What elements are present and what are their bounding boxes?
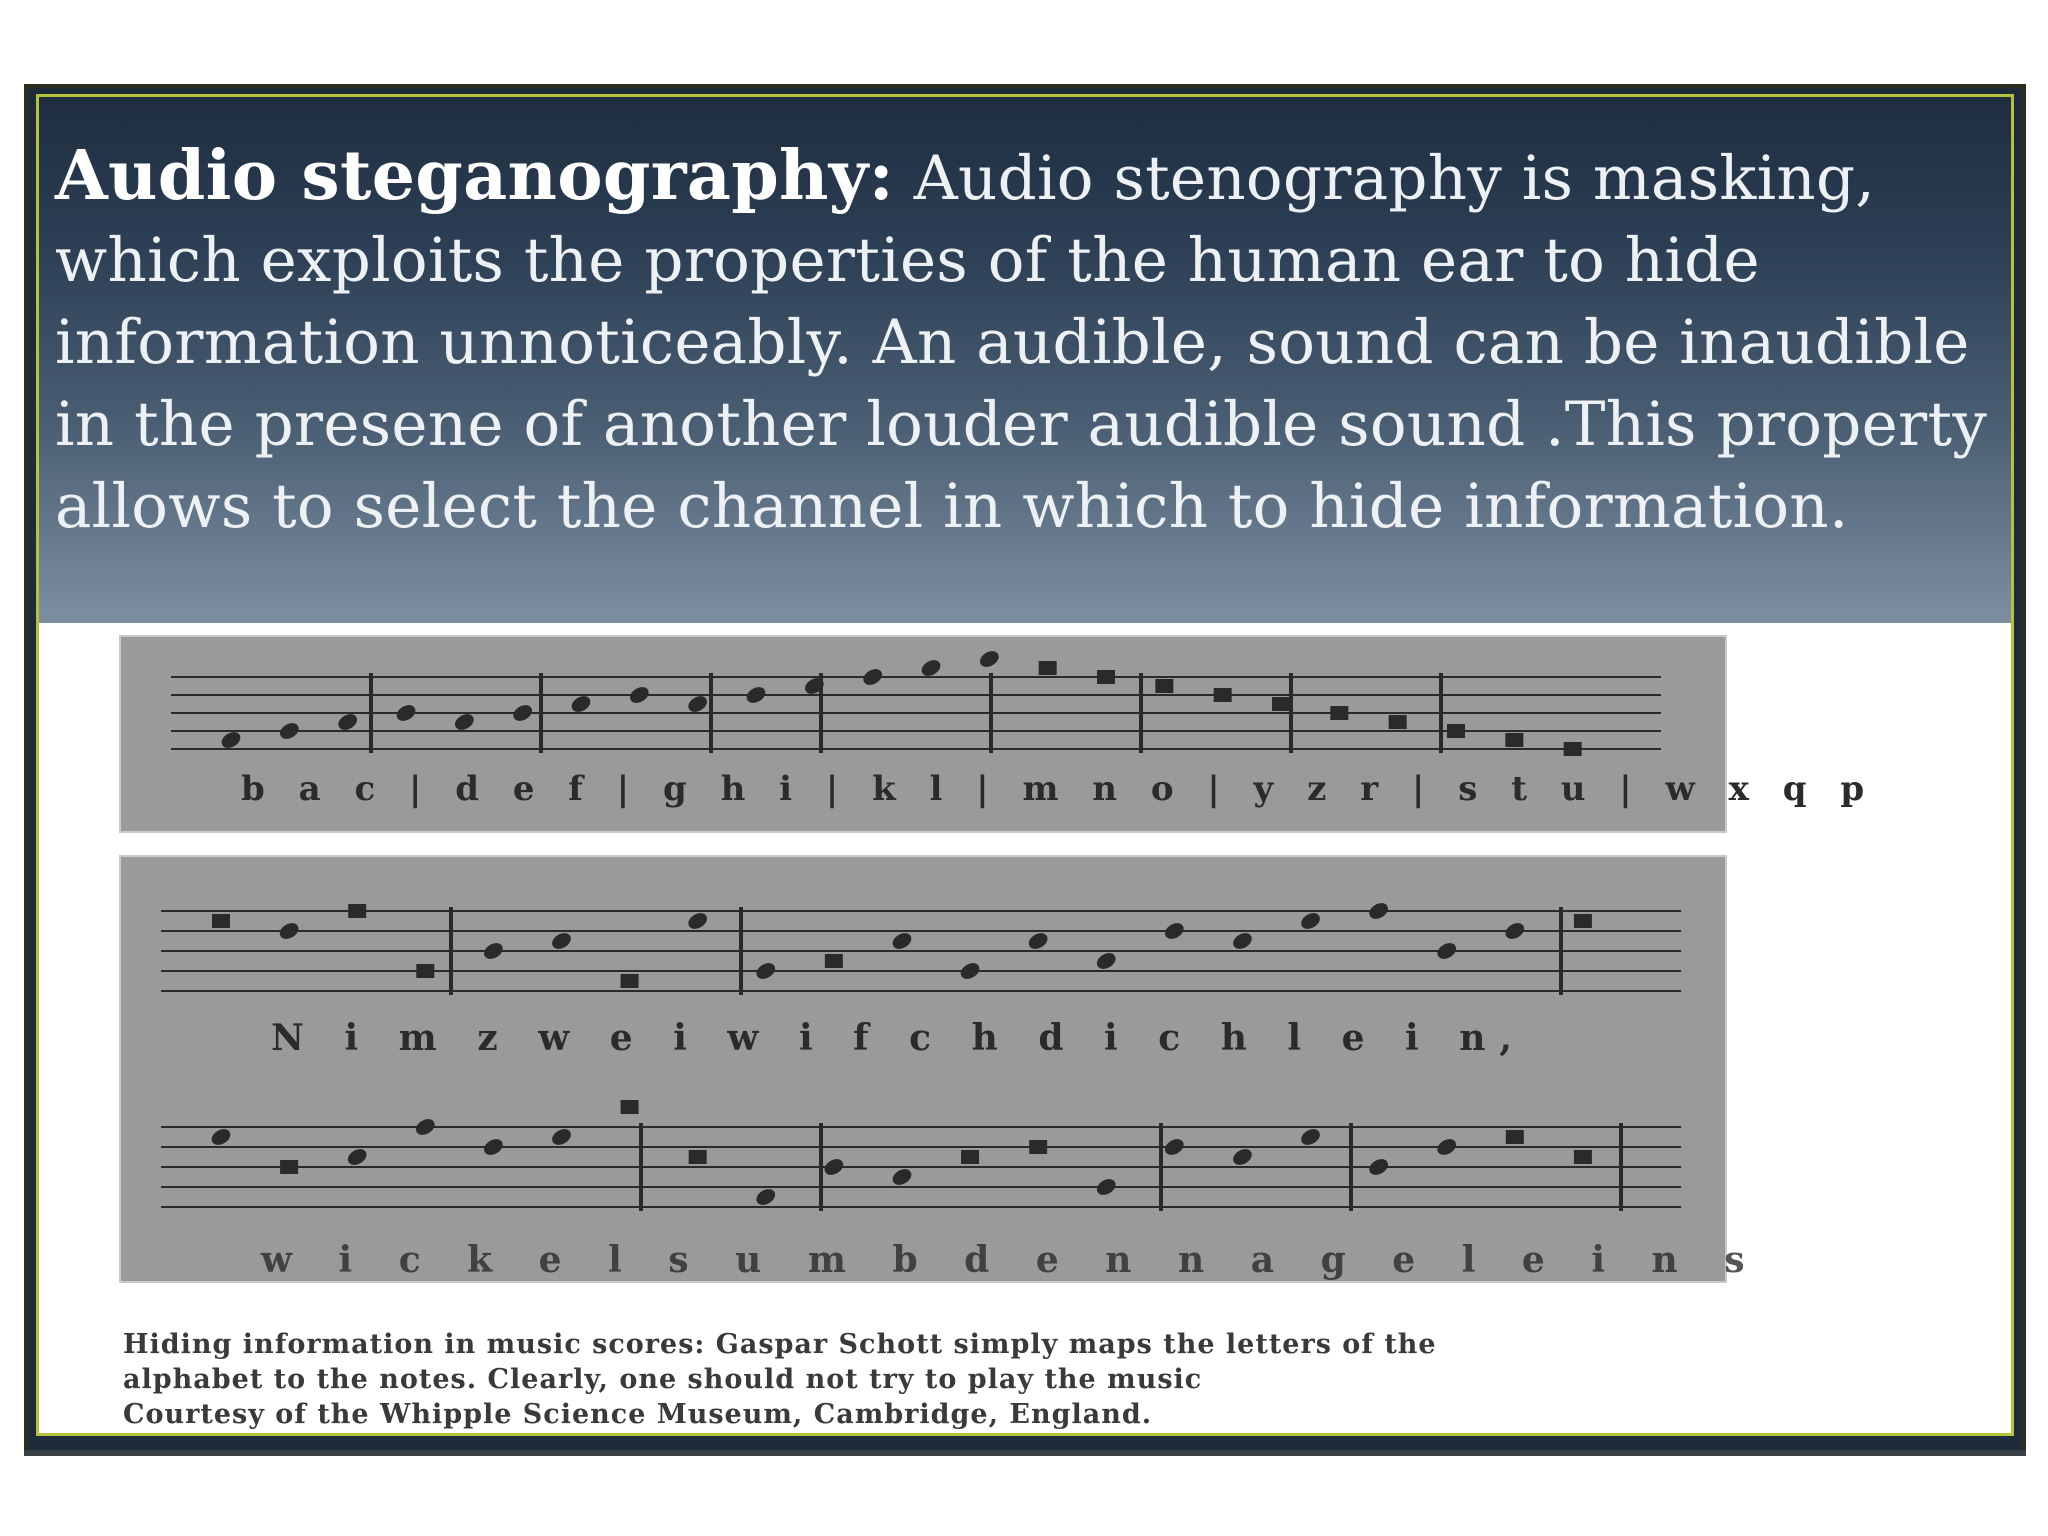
score-bottom-1-note [212, 914, 230, 928]
score-bottom-1-note [348, 904, 366, 918]
score-top-note [744, 684, 768, 706]
score-bottom-2-note [1298, 1126, 1322, 1148]
score-bottom-1-note [277, 920, 301, 942]
caption-line-3: Courtesy of the Whipple Science Museum, Cambridge, England. [123, 1399, 1153, 1430]
score-bottom-1-note [1503, 920, 1527, 942]
score-bottom-2-note [822, 1156, 846, 1178]
score-top-note [1505, 733, 1523, 747]
score-bottom-1-note [825, 954, 843, 968]
score-lyric-line-2: w i c k e l s u m b d e n n a g e l e i n s [261, 1239, 1762, 1281]
score-top-note [1272, 697, 1290, 711]
score-bottom-2-note [549, 1126, 573, 1148]
score-bottom-2-note [413, 1116, 437, 1138]
score-top-note [1389, 715, 1407, 729]
score-top-note [569, 693, 593, 715]
score-bottom-2-note [1029, 1140, 1047, 1154]
score-lyric-line-1: N i m z w e i w i f c h d i c h l e i n, [271, 1017, 1526, 1059]
score-top-note [277, 720, 301, 742]
score-alphabet-letters: b a c | d e f | g h i | k l | m n o | y z r | s t u | w x q p [241, 769, 1876, 809]
score-bottom-1-note [1574, 914, 1592, 928]
score-top-note [452, 711, 476, 733]
slide-frame [24, 84, 2026, 1454]
score-bottom-1-note [754, 960, 778, 982]
caption-line-2: alphabet to the notes. Clearly, one should not try to play the music [123, 1364, 1203, 1395]
score-bottom-1-note [686, 910, 710, 932]
score-bottom-1-note [958, 960, 982, 982]
slide-term-colon: : [868, 136, 895, 216]
score-top-note [1564, 742, 1582, 756]
score-bottom-1-note [621, 974, 639, 988]
score-top-note [1447, 724, 1465, 738]
score-bottom-2-note [1162, 1136, 1186, 1158]
score-bottom-2-note [1094, 1176, 1118, 1198]
score-bottom-2-note [1230, 1146, 1254, 1168]
score-bottom-1-note [1026, 930, 1050, 952]
score-bottom-2-note [1366, 1156, 1390, 1178]
score-staff-graphic-2 [121, 857, 1725, 1281]
score-top-note [627, 684, 651, 706]
score-top-note [861, 666, 885, 688]
score-bottom-1-note [1162, 920, 1186, 942]
score-bottom-2-note [961, 1150, 979, 1164]
score-top-note [919, 657, 943, 679]
score-bottom-2-note [1435, 1136, 1459, 1158]
score-bottom-1-note [890, 930, 914, 952]
figure-area [39, 623, 2011, 1433]
score-bottom-2-note [621, 1100, 639, 1114]
music-score-alphabet [119, 635, 1876, 833]
score-bottom-2-note [481, 1136, 505, 1158]
score-top-note [1155, 679, 1173, 693]
score-bottom-1-note [1366, 900, 1390, 922]
score-bottom-1-note [416, 964, 434, 978]
score-top-note [1039, 661, 1057, 675]
score-bottom-1-note [1230, 930, 1254, 952]
bottom-rule [24, 1450, 2026, 1456]
score-bottom-2-note [890, 1166, 914, 1188]
score-bottom-2-note [1506, 1130, 1524, 1144]
score-bottom-2-note [280, 1160, 298, 1174]
score-bottom-2-note [209, 1126, 233, 1148]
music-score-hidden-message [119, 855, 1762, 1283]
score-top-note [1214, 688, 1232, 702]
score-bottom-1-note [1298, 910, 1322, 932]
score-top-note [511, 702, 535, 724]
score-top-note [686, 693, 710, 715]
score-bottom-2-note [689, 1150, 707, 1164]
score-top-note [394, 702, 418, 724]
score-top-note [977, 648, 1001, 670]
score-bottom-1-note [1094, 950, 1118, 972]
slide-body-text [55, 135, 2014, 548]
score-bottom-2-note [345, 1146, 369, 1168]
score-top-note [1097, 670, 1115, 684]
score-bottom-1-note [1435, 940, 1459, 962]
score-top-note [336, 711, 360, 733]
slide-definition: Audio stenography is masking, which exploits the properties of the human ear to hide information unnoticeably. An audible, sound can be inaudible in the presene of another louder audible sound .This property allows to select the channel in which to hide information. [55, 143, 1988, 542]
figure-caption [123, 1327, 2014, 1432]
score-top-note [1330, 706, 1348, 720]
slide-border [36, 94, 2014, 1436]
caption-line-1: Hiding information in music scores: Gaspar Schott simply maps the letters of the [123, 1329, 1437, 1360]
score-bottom-1-note [481, 940, 505, 962]
score-bottom-2-note [1574, 1150, 1592, 1164]
score-bottom-1-note [549, 930, 573, 952]
score-top-note [219, 729, 243, 751]
header-band [39, 97, 2011, 623]
score-bottom-2-note [754, 1186, 778, 1208]
slide-term: Audio steganography [55, 136, 869, 216]
